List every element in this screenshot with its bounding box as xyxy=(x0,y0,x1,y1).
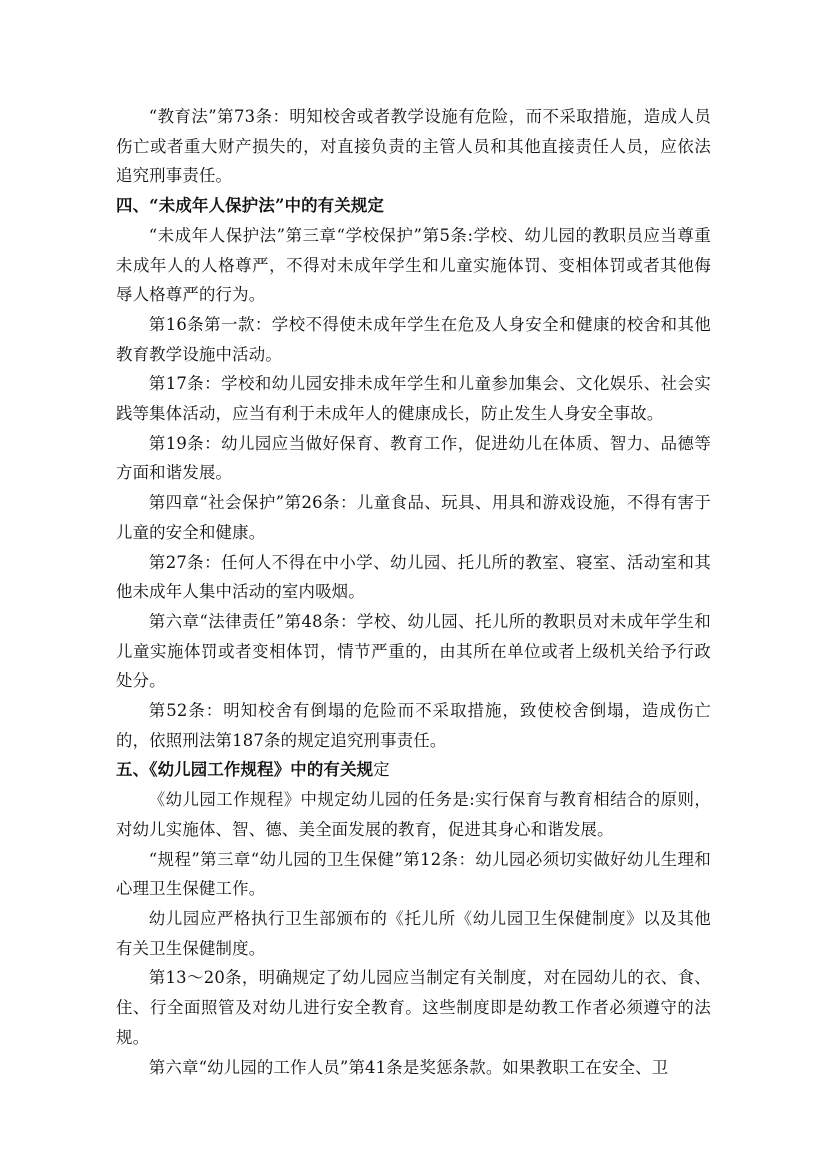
paragraph-art52: 第52条：明知校舍有倒塌的危险而不采取措施，致使校舍倒塌，造成伤亡的，依照刑法第187条的规定追究刑事责任。 xyxy=(116,701,711,750)
heading-tail: 定 xyxy=(373,760,390,780)
paragraph-health-system: 幼儿园应严格执行卫生部颁布的《托儿所《幼儿园卫生保健制度》以及其他有关卫生保健制度。 xyxy=(116,908,711,958)
paragraph-art13-20: 第13～20条，明确规定了幼儿园应当制定有关制度，对在园幼儿的衣、食、住、行全面照管及对幼儿进行安全教育。这些制度即是幼教工作者必须遵守的法规。 xyxy=(116,968,711,1047)
section-heading-5 xyxy=(116,755,711,785)
heading-text: 五、《幼儿园工作规程》中的有关规 xyxy=(116,760,374,780)
paragraph-art27: 第27条：任何人不得在中小学、幼儿园、托儿所的教室、寝室、活动室和其他未成年人集中活动的室内吸烟。 xyxy=(116,552,711,602)
paragraph-art19: 第19条：幼儿园应当做好保育、教育工作，促进幼儿在体质、智力、品德等方面和谐发展。 xyxy=(116,433,711,483)
paragraph-art17: 第17条：学校和幼儿园安排未成年学生和儿童参加集会、文化娱乐、社会实践等集体活动，应当有利于未成年人的健康成长，防止发生人身安全事故。 xyxy=(116,374,711,424)
paragraph-art26: 第四章“社会保护”第26条：儿童食品、玩具、用具和游戏设施，不得有害于儿童的安全和健康。 xyxy=(116,493,711,542)
paragraph-minor-protection-art5: “未成年人保护法”第三章“学校保护”第5条:学校、幼儿园的教职员应当尊重未成年人的人格尊严，不得对未成年学生和儿童实施体罚、变相体罚或者其他侮辱人格尊严的行为。 xyxy=(116,225,711,305)
section-heading-4 xyxy=(116,191,711,221)
heading-text: 四、“未成年人保护法”中的有关规定 xyxy=(116,196,385,216)
paragraph-art41: 第六章“幼儿园的工作人员”第41条是奖惩条款。如果教职工在安全、卫 xyxy=(148,1057,669,1077)
paragraph-rules-art12: “规程”第三章“幼儿园的卫生保健”第12条：幼儿园必须切实做好幼儿生理和心理卫生保健工作。 xyxy=(116,849,711,899)
paragraph-art16: 第16条第一款：学校不得使未成年学生在危及人身安全和健康的校舍和其他教育教学设施中活动。 xyxy=(116,314,711,364)
paragraph-kindergarten-tasks: 《幼儿园工作规程》中规定幼儿园的任务是:实行保育与教育相结合的原则，对幼儿实施体、智、德、美全面发展的教育，促进其身心和谐发展。 xyxy=(116,790,711,839)
paragraph-art48: 第六章“法律责任”第48条：学校、幼儿园、托儿所的教职员对未成年学生和儿童实施体罚或者变相体罚，情节严重的，由其所在单位或者上级机关给予行政处分。 xyxy=(116,611,711,691)
paragraph-education-law-art73: “教育法”第73条：明知校舍或者教学设施有危险，而不采取措施，造成人员伤亡或者重大财产损失的，对直接负责的主管人员和其他直接责任人员，应依法追究刑事责任。 xyxy=(116,107,711,186)
